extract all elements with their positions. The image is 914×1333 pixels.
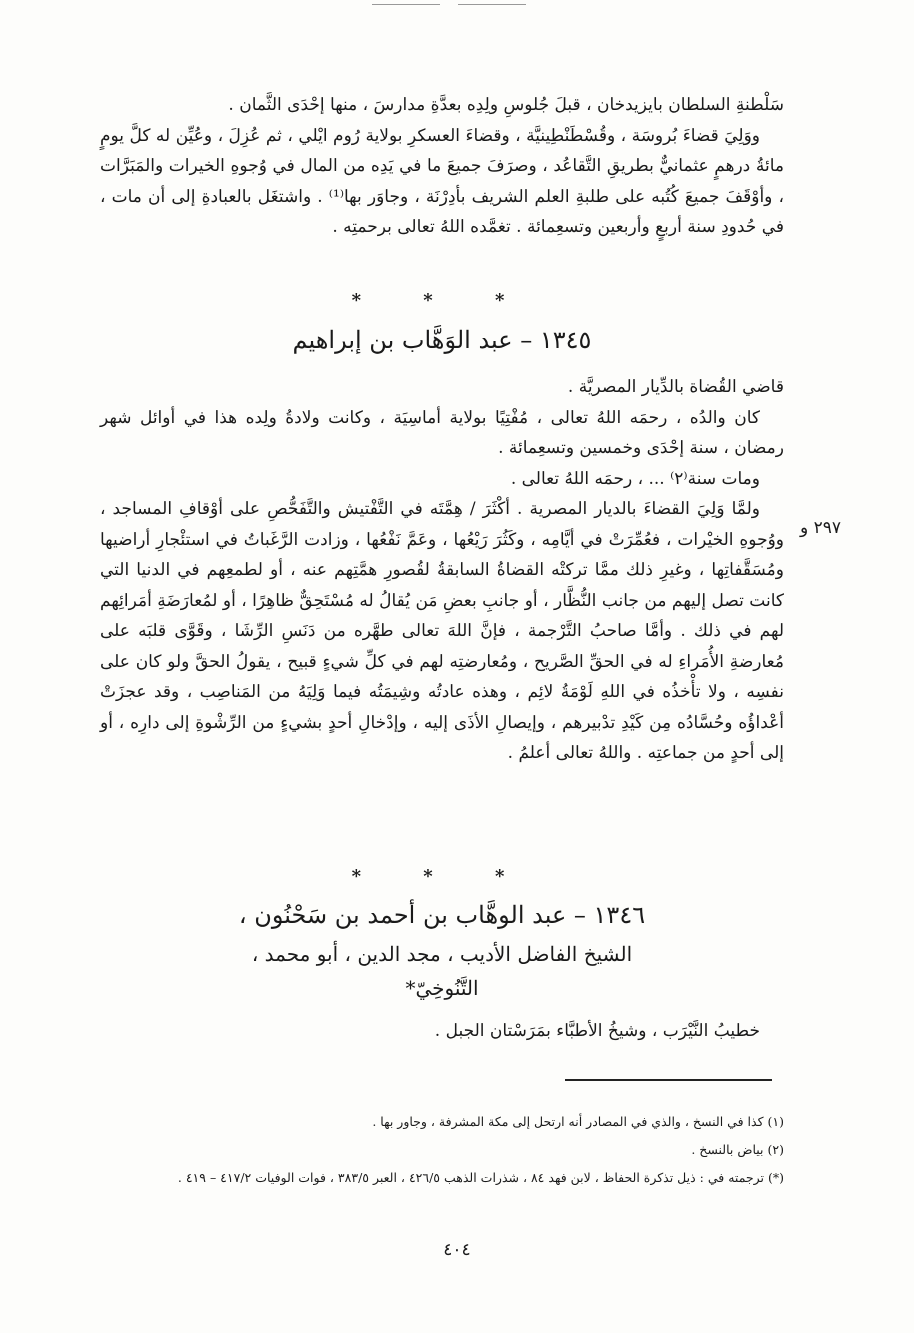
intro-text (100, 90, 784, 243)
entry-1346-description (100, 1016, 784, 1047)
intro-paragraph: ووَلِيَ قضاءَ بُروسَة ، وقُسْطَنْطِينيَّة ، وقضاءَ العسكرِ بولاية رُوم ايْلي ، ثم عُزِلَ ، وعُيِّن له كلَّ يومٍ مائةُ درهمٍ عثمانيٌّ بطريقِ التَّقاعُد ، وصرَفَ جميعَ ما في يَدِه من المال في وُجوهِ الخيرات والمَبَرَّات ، وأوْقَفَ جميعَ كُتُبه على طلبةِ العلم الشريف بأدِرْنَة ، وجاوَر بها⁽¹⁾ . واشتغَل بالعبادةِ إلى أن مات ، في حُدودِ سنة أربعٍ وأربعين وتسعِمائة . تغمَّده اللهُ تعالى برحمتِه . (100, 125, 784, 237)
entry-1345-heading: ١٣٤٥ – عبد الوَهَّاب بن إبراهيم (292, 326, 592, 354)
intro-line-1: سَلْطنةِ السلطان بايزيدخان ، قبلَ جُلوسِ ولِدِه بعدَّةِ مدارسَ ، منها إحْدَى الثَّمان . (228, 95, 784, 115)
entry-1345-biography: ولمَّا وَلِيَ القضاءَ بالديار المصرية . أكْثَرَ / هِمَّتَه في التَّفْتيش والتَّفَحُّصِ على أوْقافِ المساجد ، ووُجوهِ الخيْرات ، فعُمِّرَتْ في أيَّامِه ، وكَثُرَ رَيْعُها ، وعَمَّ نَفْعُها ، وزادت الرَّغَباتُ في استئْجارِ أراضيها ومُسَقَّفاتِها ، وغيرِ ذلك ممَّا تركتْه القضاةُ السابقةُ لقُصورِ همَّتِهم عنه ، أو لطمعِهم في الدنيا التي كانت تصل إليهم من جانب النُّظَّار ، أو جانبِ بعضِ مَن يُقالُ له مُسْتَحِقٌّ ظاهِرًا ، أو لمُعارَضَةِ أمَرائِهم لهم في ذلك . وأمَّا صاحبُ التَّرْجمة ، فإنَّ اللهَ تعالى طهَّره من دَنَسِ الرِّشَا ، وقَوَّى قلبَه على مُعارضةِ الأُمَراءِ له في الحقِّ الصَّريح ، ومُعارضتِه لهم في كلِّ شيءٍ قبيح ، يقولُ الحقَّ ولو كان على نفسِه ، ولا تأْخذُه في اللهِ لَوْمَةُ لائِم ، وهذه عادتُه وشِيمَتُه فيما وَلِيَهُ من المَناصِب ، وقد عجزَتْ أعْداؤُه وحُسَّادُه مِن كَيْدِ تدْبيرهم ، وإيصالِ الأذَى إليه ، وإدْخالِ أحدٍ بشيءٍ من الرِّشْوةِ إلى دارِه ، أو إلى أحدٍ من جماعتِه . واللهُ تعالى أعلمُ . (100, 499, 784, 763)
separator-stars-2: * * * (351, 866, 533, 887)
footnote-2: (٢) بياض بالنسخ . (691, 1142, 784, 1157)
entry-1345-birth: كان والدُه ، رحمَه اللهُ تعالى ، مُفْتِيًا بولاية أماسِيَة ، وكانت ولادةُ ولِده هذا في أوائل شهر رمضان ، سنة إحْدَى وخمسين وتسعِمائة . (100, 407, 784, 458)
footnote-1: (١) كذا في النسخ ، والذي في المصادر أنه ارتحل إلى مكة المشرفة ، وجاور بها . (372, 1114, 784, 1129)
footnote-3: (*) ترجمته في : ذيل تذكرة الحفاظ ، لابن فهد ٨٤ ، شذرات الذهب ٤٢٦/٥ ، العبر ٣٨٣/٥ ، فوات الوفيات ٤١٧/٢ – ٤١٩ . (177, 1170, 784, 1185)
top-rule-right (458, 4, 526, 5)
entry-1345-death: ومات سنة⁽٢⁾ ... ، رحمَه اللهُ تعالى . (510, 468, 760, 489)
entry-1346-subheading-1: الشيخ الفاضل الأديب ، مجد الدين ، أبو محمد ، (251, 942, 633, 966)
entry-1346-description-text: خطيبُ النَّيْرَب ، وشيخُ الأطبَّاء بمَرَسْتان الجبل . (434, 1021, 760, 1041)
entry-1345-body (100, 372, 784, 769)
top-rule-left (372, 4, 440, 5)
folio-margin-note: ٢٩٧ و (800, 518, 842, 538)
entry-1346-subheading-2: التَّنُوخِيّ* (405, 976, 479, 1000)
entry-1346-heading: ١٣٤٦ – عبد الوهَّاب بن أحمد بن سَحْنُون ، (238, 901, 646, 929)
footnote-rule (565, 1079, 772, 1081)
page-number: ٤٠٤ (443, 1240, 471, 1260)
entry-1345-title-line: قاضي القُضاة بالدِّيار المصريَّة . (567, 377, 784, 397)
separator-stars-1: * * * (351, 290, 533, 311)
